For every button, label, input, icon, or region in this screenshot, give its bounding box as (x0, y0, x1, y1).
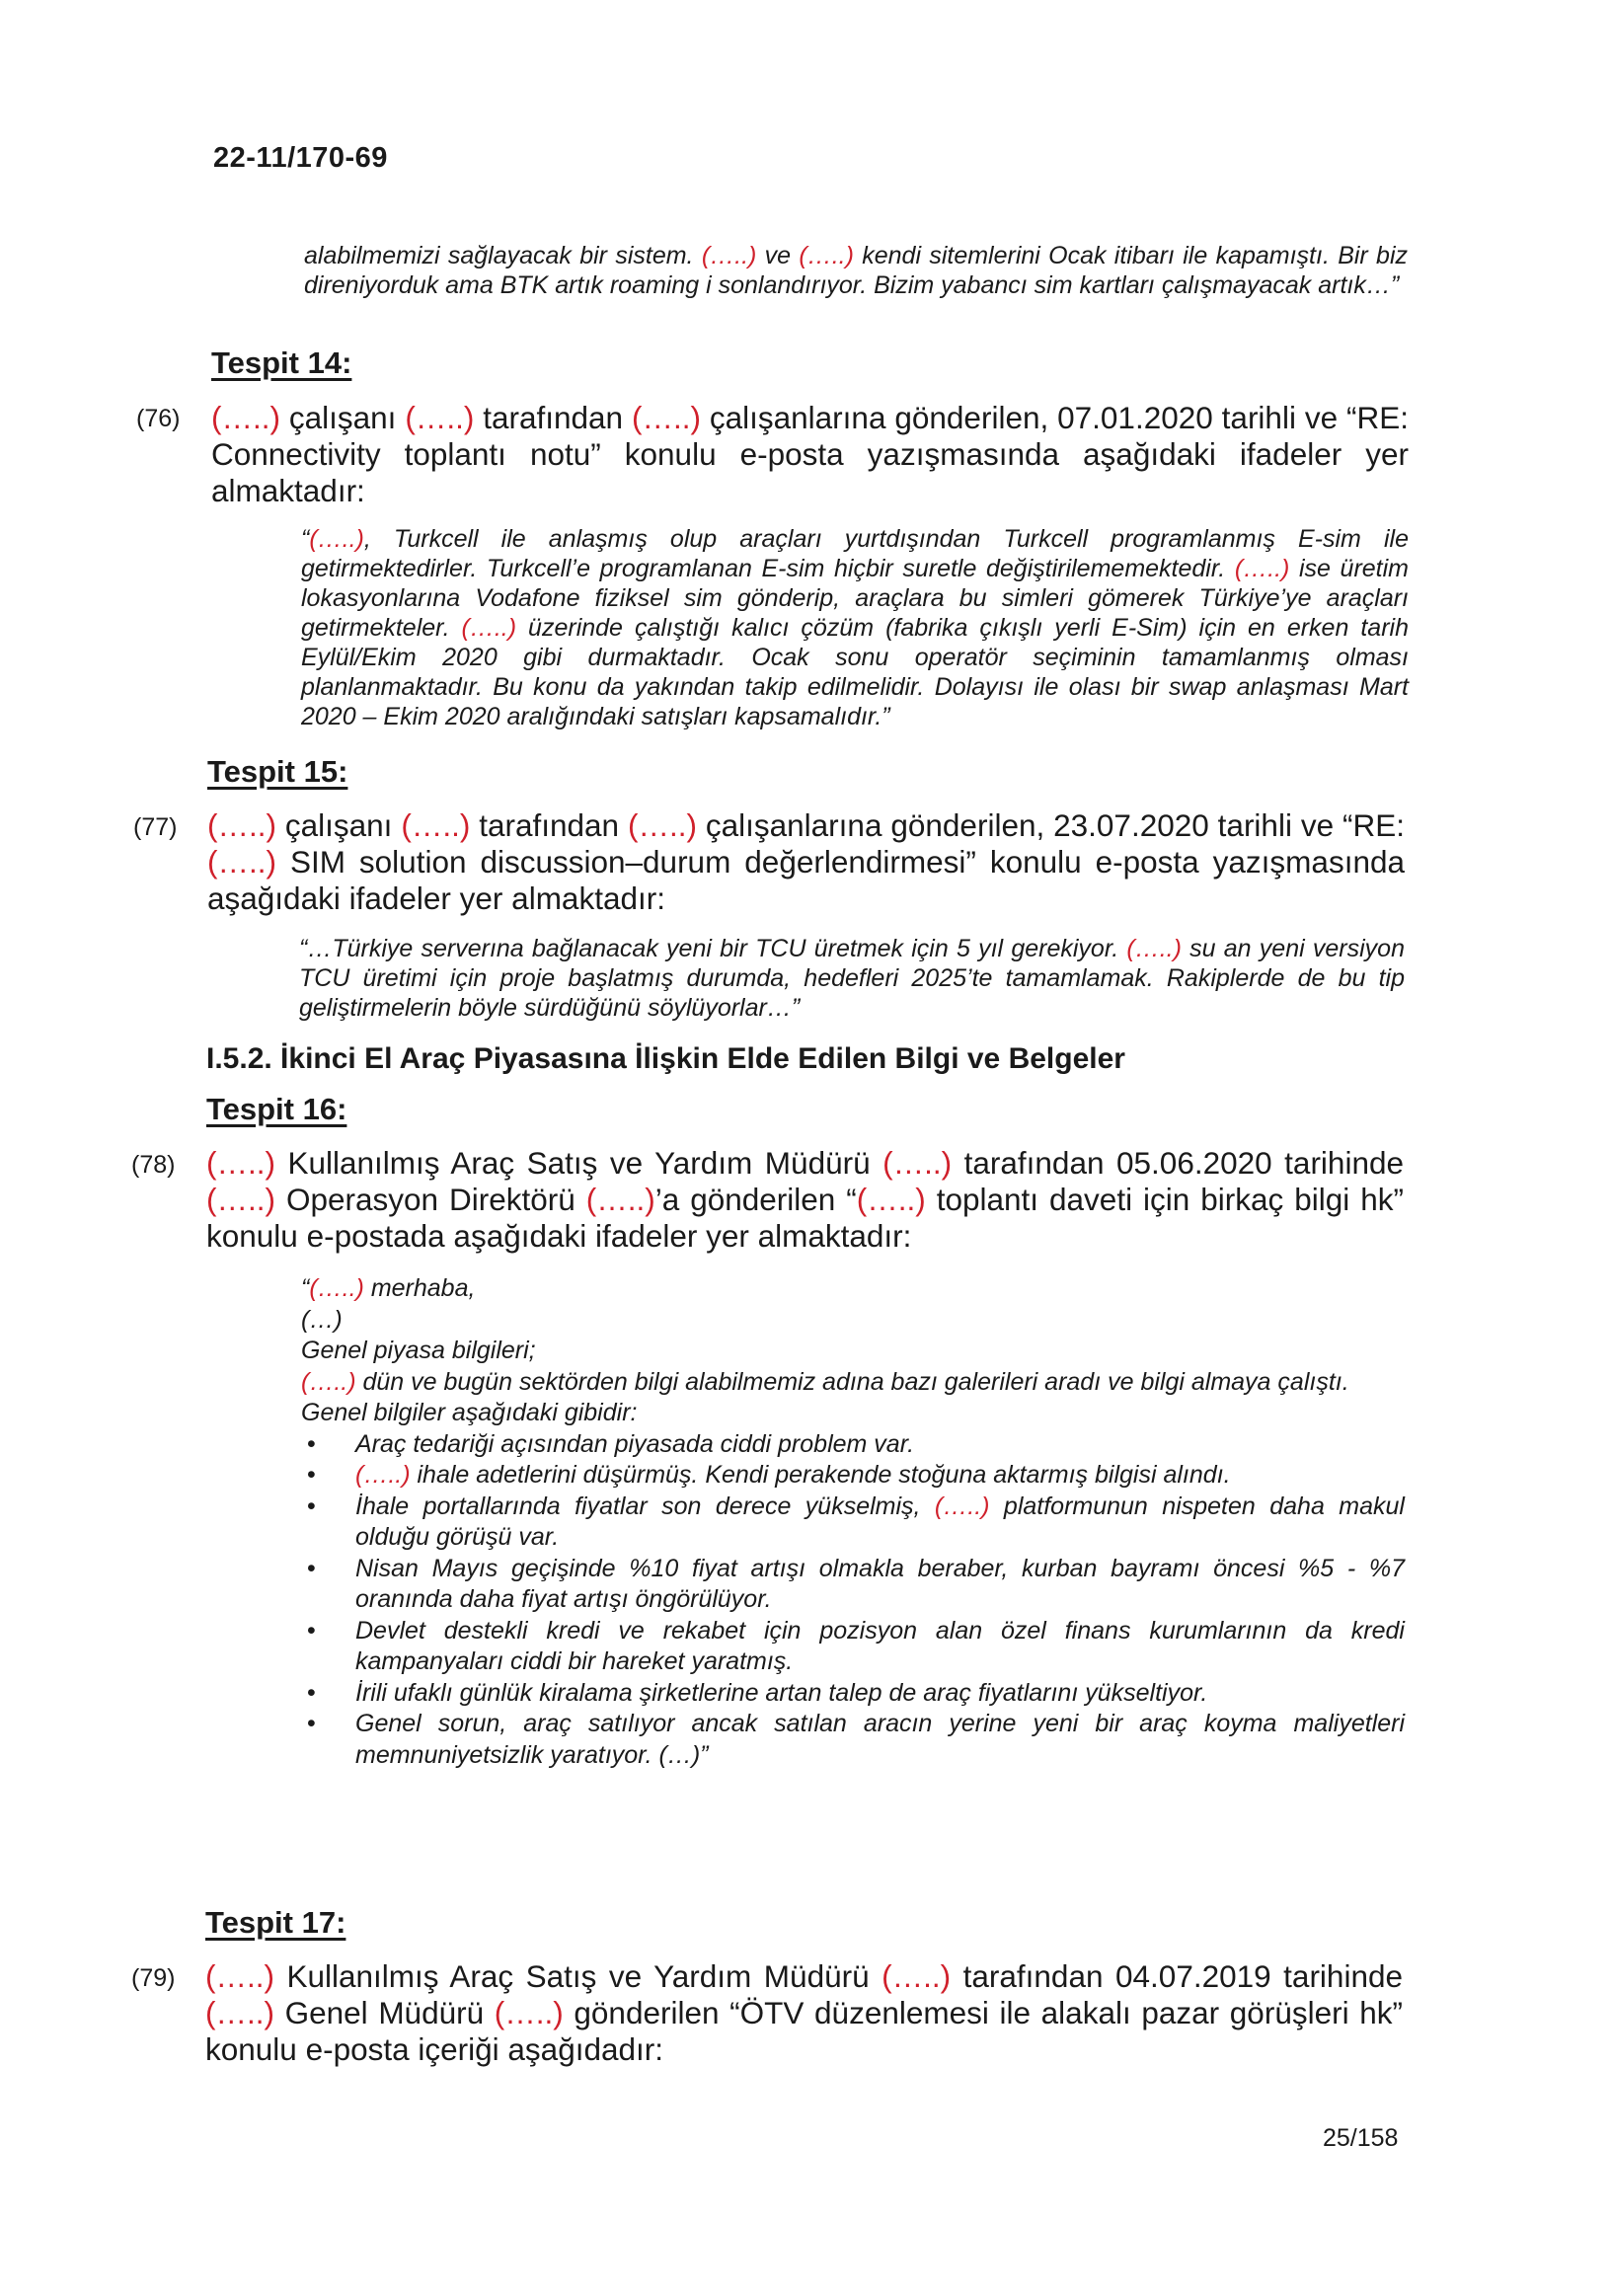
redaction-marker: (…..) (309, 525, 364, 553)
quote-78-market-title: Genel piyasa bilgileri; (301, 1337, 536, 1364)
redaction-marker: (…..) (494, 1995, 564, 2030)
redaction-marker: (…..) (627, 807, 697, 843)
heading-tespit-16: Tespit 16: (206, 1092, 347, 1126)
bullet-list (301, 1429, 1405, 1772)
redaction-marker: (…..) (631, 400, 701, 435)
paragraph-number-77: (77) (133, 813, 178, 841)
bullet-icon: • (307, 1554, 316, 1582)
quote-continuation: alabilmemizi sağlayacak bir sistem. (…..) ve (…..) kendi sitemlerini Ocak itibarı ile kapamıştı. Bir biz direniyorduk ama BTK artık roaming i sonlandırıyor. Bizim yabancı sim kartları çalışmayacak artık…” (304, 242, 1409, 299)
list-item: • İrili ufaklı günlük kiralama şirketlerine artan talep de araç fiyatlarını yükseltiyor. (301, 1678, 1405, 1710)
redaction-marker: (…..) (856, 1182, 926, 1217)
quote-78-ellipsis: (…) (301, 1305, 343, 1334)
paragraph-79: (…..) Kullanılmış Araç Satış ve Yardım Müdürü (…..) tarafından 04.07.2019 tarihinde (…..) Genel Müdürü (…..) gönderilen “ÖTV düzenlemesi ile alakalı pazar görüşleri hk” konulu e-posta içeriği aşağıdadır: (205, 1958, 1404, 2067)
quote-76: “(…..), Turkcell ile anlaşmış olup araçları yurtdışından Turkcell programlanmış E-sim ile getirmektedirler. Turkcell’e programlanan E-sim hiçbir suretle değiştirilememektedir. (…..) ise üretim lokasyonlarına Vodafone fiziksel sim gönderip, araçlara bu simleri gömerek Türkiye’ye araçları getirmekteler. (…..) üzerinde çalıştığı kalıcı çözüm (fabrika çıkışlı yerli E-Sim) için en erken tarih Eylül/Ekim 2020 gibi durmaktadır. Ocak sonu operatör seçiminin tamamlanmış olması planlanmaktadır. Bu konu da yakından takip edilmelidir. Dolayısı ile olası bir swap anlaşması Mart 2020 – Ekim 2020 aralığındaki satışları kapsamalıdır.” (301, 525, 1409, 730)
redaction-marker: (…..) (207, 844, 276, 880)
redaction-marker: (…..) (1234, 555, 1290, 582)
bullet-icon: • (307, 1429, 316, 1458)
list-item: • Araç tedariği açısından piyasada ciddi problem var. (301, 1429, 1405, 1461)
quote-78 (301, 1273, 1405, 1771)
redaction-marker: (…..) (1126, 935, 1182, 962)
heading-tespit-17: Tespit 17: (205, 1905, 346, 1940)
quote-78-intro: (…..) dün ve bugün sektörden bilgi alabilmemiz adına bazı galerileri aradı ve bilgi almaya çalıştı. (301, 1367, 1349, 1396)
page-number: 25/158 (1323, 2124, 1399, 2152)
section-title: I.5.2. İkinci El Araç Piyasasına İlişkin Elde Edilen Bilgi ve Belgeler (206, 1042, 1125, 1075)
redaction-marker: (…..) (585, 1182, 655, 1217)
redaction-marker: (…..) (206, 1182, 275, 1217)
heading-tespit-14: Tespit 14: (211, 345, 352, 380)
redaction-marker: (…..) (211, 400, 280, 435)
redaction-marker: (…..) (206, 1145, 275, 1181)
list-item: • (…..) ihale adetlerini düşürmüş. Kendi perakende stoğuna aktarmış bilgisi alındı. (301, 1460, 1405, 1492)
redaction-marker: (…..) (882, 1145, 953, 1181)
list-item: • İhale portallarında fiyatlar son derece yükselmiş, (…..) platformunun nispeten daha makul olduğu görüşü var. (307, 1492, 1405, 1551)
paragraph-77: (…..) çalışanı (…..) tarafından (…..) çalışanlarına gönderilen, 23.07.2020 tarihli ve “RE: (…..) SIM solution discussion–durum değerlendirmesi” konulu e-posta yazışmasında aşağıdaki ifadeler yer almaktadır: (207, 807, 1406, 916)
redaction-marker: (…..) (355, 1461, 411, 1489)
list-item: • Devlet destekli kredi ve rekabet için pozisyon alan özel finans kurumlarının da kredi kampanyaları ciddi bir hareket yaratmış. (307, 1616, 1405, 1675)
redaction-marker: (…..) (301, 1367, 356, 1396)
list-item: • Genel sorun, araç satılıyor ancak satılan aracın yerine yeni bir araç koyma maliyetleri memnuniyetsizlik yaratıyor. (…)” (307, 1710, 1405, 1769)
paragraph-78: (…..) Kullanılmış Araç Satış ve Yardım Müdürü (…..) tarafından 05.06.2020 tarihinde (…..) Operasyon Direktörü (…..)’a gönderilen “(…..) toplantı daveti için birkaç bilgi hk” konulu e-postada aşağıdaki ifadeler yer almaktadır: (206, 1145, 1405, 1254)
redaction-marker: (…..) (205, 1995, 274, 2030)
bullet-icon: • (307, 1616, 316, 1645)
redaction-marker: (…..) (309, 1274, 364, 1302)
bullet-icon: • (307, 1461, 316, 1489)
bullet-icon: • (307, 1678, 316, 1707)
paragraph-76: (…..) çalışanı (…..) tarafından (…..) çalışanlarına gönderilen, 07.01.2020 tarihli ve “RE: Connectivity toplantı notu” konulu e-posta yazışmasında aşağıdaki ifadeler yer almaktadır: (211, 400, 1410, 508)
redaction-marker: (…..) (461, 614, 517, 642)
paragraph-number-79: (79) (131, 1964, 176, 1992)
list-item: • Nisan Mayıs geçişinde %10 fiyat artışı olmakla beraber, kurban bayramı öncesi %5 - %7 oranında daha fiyat artışı öngörülüyor. (307, 1554, 1405, 1613)
paragraph-number-76: (76) (136, 405, 181, 432)
quote-78-greeting: “(…..) merhaba, (301, 1274, 476, 1302)
redaction-marker: (…..) (882, 1958, 952, 1994)
redaction-marker: (…..) (701, 242, 757, 269)
redaction-marker: (…..) (934, 1492, 990, 1520)
bullet-icon: • (307, 1492, 316, 1520)
redaction-marker: (…..) (207, 807, 276, 843)
redaction-marker: (…..) (401, 807, 471, 843)
redaction-marker: (…..) (405, 400, 475, 435)
document-number: 22-11/170-69 (213, 142, 388, 174)
bullet-icon: • (307, 1710, 316, 1737)
paragraph-number-78: (78) (131, 1151, 176, 1179)
redaction-marker: (…..) (205, 1958, 274, 1994)
heading-tespit-15: Tespit 15: (207, 754, 348, 789)
redaction-marker: (…..) (799, 242, 854, 269)
quote-78-general: Genel bilgiler aşağıdaki gibidir: (301, 1399, 638, 1426)
quote-77: “…Türkiye serverına bağlanacak yeni bir TCU üretmek için 5 yıl gerekiyor. (…..) su an yeni versiyon TCU üretimi için proje başlatmış durumda, hedefleri 2025’te tamamlamak. Rakiplerde de bu tip geliştirmelerin böyle sürdüğünü söylüyorlar…” (299, 935, 1405, 1022)
